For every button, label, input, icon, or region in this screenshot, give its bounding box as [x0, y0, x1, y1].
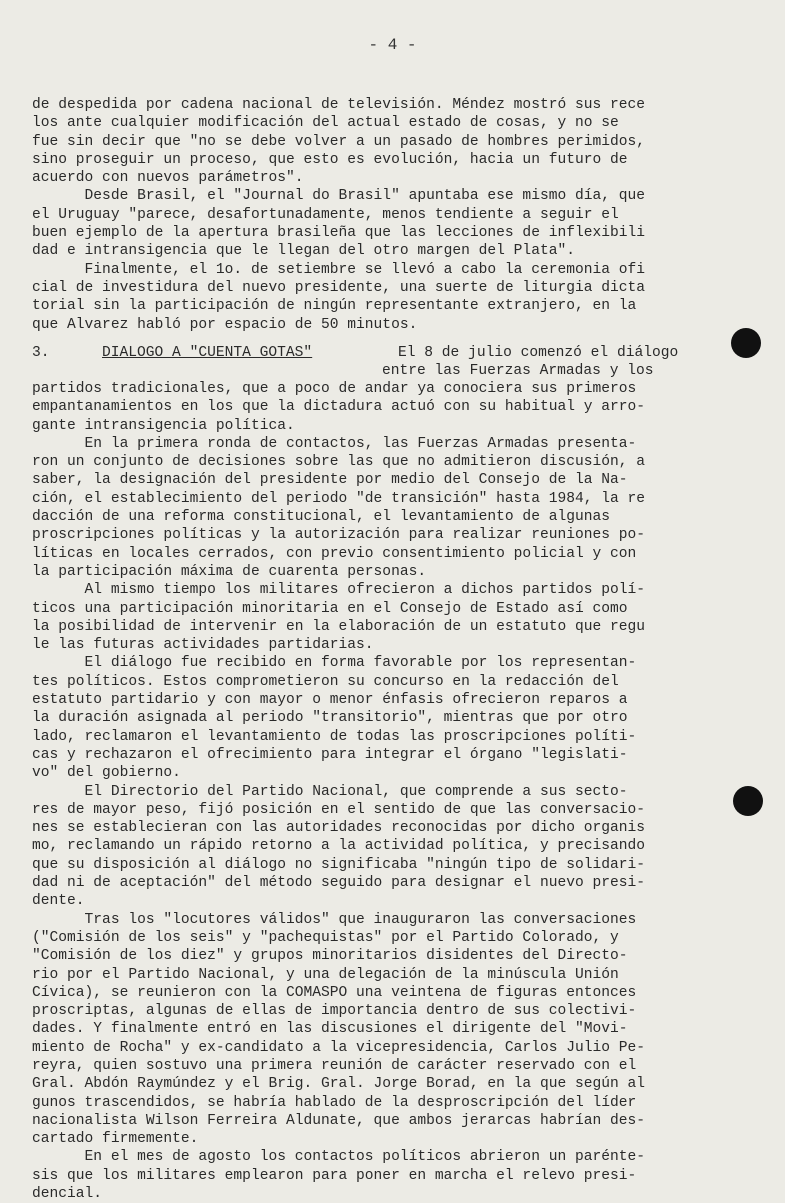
text-line: mo, reclamando un rápido retorno a la actividad política, y precisando — [32, 838, 646, 855]
text-line: estatuto partidario y con mayor o menor énfasis ofrecieron reparos a — [32, 692, 628, 709]
text-line: cartado firmemente. — [32, 1131, 199, 1148]
text-line: sis que los militares emplearon para poner en marcha el relevo presi- — [32, 1167, 637, 1184]
text-line: torial sin la participación de ningún representante extranjero, en la — [32, 298, 637, 315]
text-line: dente. — [32, 893, 85, 910]
text-line: saber, la designación del presidente por medio del Consejo de la Na- — [32, 472, 628, 489]
text-line: vo" del gobierno. — [32, 765, 181, 782]
text-line: dacción de una reforma constitucional, el levantamiento de algunas — [32, 509, 611, 526]
text-line: res de mayor peso, fijó posición en el sentido de que las conversacio- — [32, 801, 646, 818]
section-heading: DIALOGO A "CUENTA GOTAS" — [102, 345, 313, 361]
text-line: nes se establecieran con las autoridades reconocidas por dicho organis — [32, 820, 646, 837]
text-line: dencial. — [32, 1186, 103, 1203]
text-line: rio por el Partido Nacional, y una delegación de la minúscula Unión — [32, 966, 619, 983]
text-line: Tras los "locutores válidos" que inauguraron las conversaciones — [32, 911, 637, 928]
text-line: acuerdo con nuevos parámetros". — [32, 170, 304, 187]
text-line: partidos tradicionales, que a poco de andar ya conociera sus primeros — [32, 381, 637, 397]
text-line: Finalmente, el 1o. de setiembre se llevó a cabo la ceremonia ofi — [32, 261, 646, 278]
text-line: miento de Rocha" y ex-candidato a la vicepresidencia, Carlos Julio Pe- — [32, 1039, 646, 1056]
text-line: buen ejemplo de la apertura brasileña que las lecciones de inflexibili — [32, 225, 646, 242]
text-line: ("Comisión de los seis" y "pachequistas" por el Partido Colorado, y — [32, 929, 619, 946]
text-line: la participación máxima de cuarenta personas. — [32, 563, 427, 580]
paragraph-block-2 — [32, 380, 752, 1203]
text-line: tes políticos. Estos comprometieron su concurso en la redacción del — [32, 673, 619, 690]
section-first-line: El 8 de julio comenzó el diálogo — [398, 345, 679, 361]
text-line: reyra, quien sostuvo una primera reunión de carácter reservado con el — [32, 1057, 637, 1074]
text-line: empantanamientos en los que la dictadura actuó con su habitual y arro- — [32, 399, 646, 416]
text-line: lado, reclamaron el levantamiento de todas las proscripciones políti- — [32, 728, 637, 745]
text-line: Al mismo tiempo los militares ofrecieron a dichos partidos polí- — [32, 582, 646, 599]
section-heading-row — [32, 344, 752, 381]
text-line: de despedida por cadena nacional de televisión. Méndez mostró sus rece — [32, 97, 646, 113]
text-line: ticos una participación minoritaria en el Consejo de Estado así como — [32, 600, 628, 617]
section-number: 3. — [32, 345, 50, 361]
text-line: "Comisión de los diez" y grupos minoritarios disidentes del Directo- — [32, 948, 628, 965]
text-line: sino proseguir un proceso, que esto es evolución, hacia un futuro de — [32, 151, 628, 168]
text-line: El diálogo fue recibido en forma favorable por los representan- — [32, 655, 637, 672]
paragraph-block-1 — [32, 96, 752, 334]
text-line: líticas en locales cerrados, con previo consentimiento policial y con — [32, 545, 637, 562]
text-line: le las futuras actividades partidarias. — [32, 637, 374, 654]
text-line: cial de investidura del nuevo presidente, una suerte de liturgia dicta — [32, 279, 646, 296]
text-line: la posibilidad de intervenir en la elaboración de un estatuto que regu — [32, 618, 646, 635]
text-line: En el mes de agosto los contactos políticos abrieron un parénte- — [32, 1149, 646, 1166]
text-line: gunos trascendidos, se habría hablado de la desproscripción del líder — [32, 1094, 637, 1111]
section-second-line: entre las Fuerzas Armadas y los — [382, 363, 654, 380]
text-line: nacionalista Wilson Ferreira Aldunate, que ambos jerarcas habrían des- — [32, 1112, 646, 1129]
text-line: la duración asignada al periodo "transitorio", mientras que por otro — [32, 710, 628, 727]
text-line: Gral. Abdón Raymúndez y el Brig. Gral. Jorge Borad, en la que según al — [32, 1076, 646, 1093]
page-number: - 4 - — [368, 36, 417, 54]
text-line: ron un conjunto de decisiones sobre las que no admitieron discusión, a — [32, 454, 646, 471]
text-line: El Directorio del Partido Nacional, que comprende a sus secto- — [32, 783, 628, 800]
text-line: proscripciones políticas y la autorización para realizar reuniones po- — [32, 527, 646, 544]
text-line: el Uruguay "parece, desafortunadamente, menos tendiente a seguir el — [32, 206, 619, 223]
text-line: gante intransigencia política. — [32, 417, 295, 434]
text-line: que su disposición al diálogo no significaba "ningún tipo de solidari- — [32, 856, 646, 873]
text-line: fue sin decir que "no se debe volver a un pasado de hombres perimidos, — [32, 133, 646, 150]
text-line: En la primera ronda de contactos, las Fuerzas Armadas presenta- — [32, 435, 637, 452]
text-line: los ante cualquier modificación del actual estado de cosas, y no se — [32, 115, 619, 132]
text-line: dades. Y finalmente entró en las discusiones el dirigente del "Movi- — [32, 1021, 628, 1038]
text-line: Cívica), se reunieron con la COMASPO una veintena de figuras entonces — [32, 984, 637, 1001]
text-line: cas y rechazaron el ofrecimiento para integrar el órgano "legislati- — [32, 746, 628, 763]
text-line: dad e intransigencia que le llegan del otro margen del Plata". — [32, 243, 575, 260]
text-line: dad ni de aceptación" del método seguido para designar el nuevo presi- — [32, 875, 646, 892]
text-line: ción, el establecimiento del periodo "de transición" hasta 1984, la re — [32, 490, 646, 507]
text-line: Desde Brasil, el "Journal do Brasil" apuntaba ese mismo día, que — [32, 188, 646, 205]
text-line: proscriptas, algunas de ellas de importancia dentro de sus colectivi- — [32, 1003, 637, 1020]
text-line: que Alvarez habló por espacio de 50 minutos. — [32, 316, 418, 333]
